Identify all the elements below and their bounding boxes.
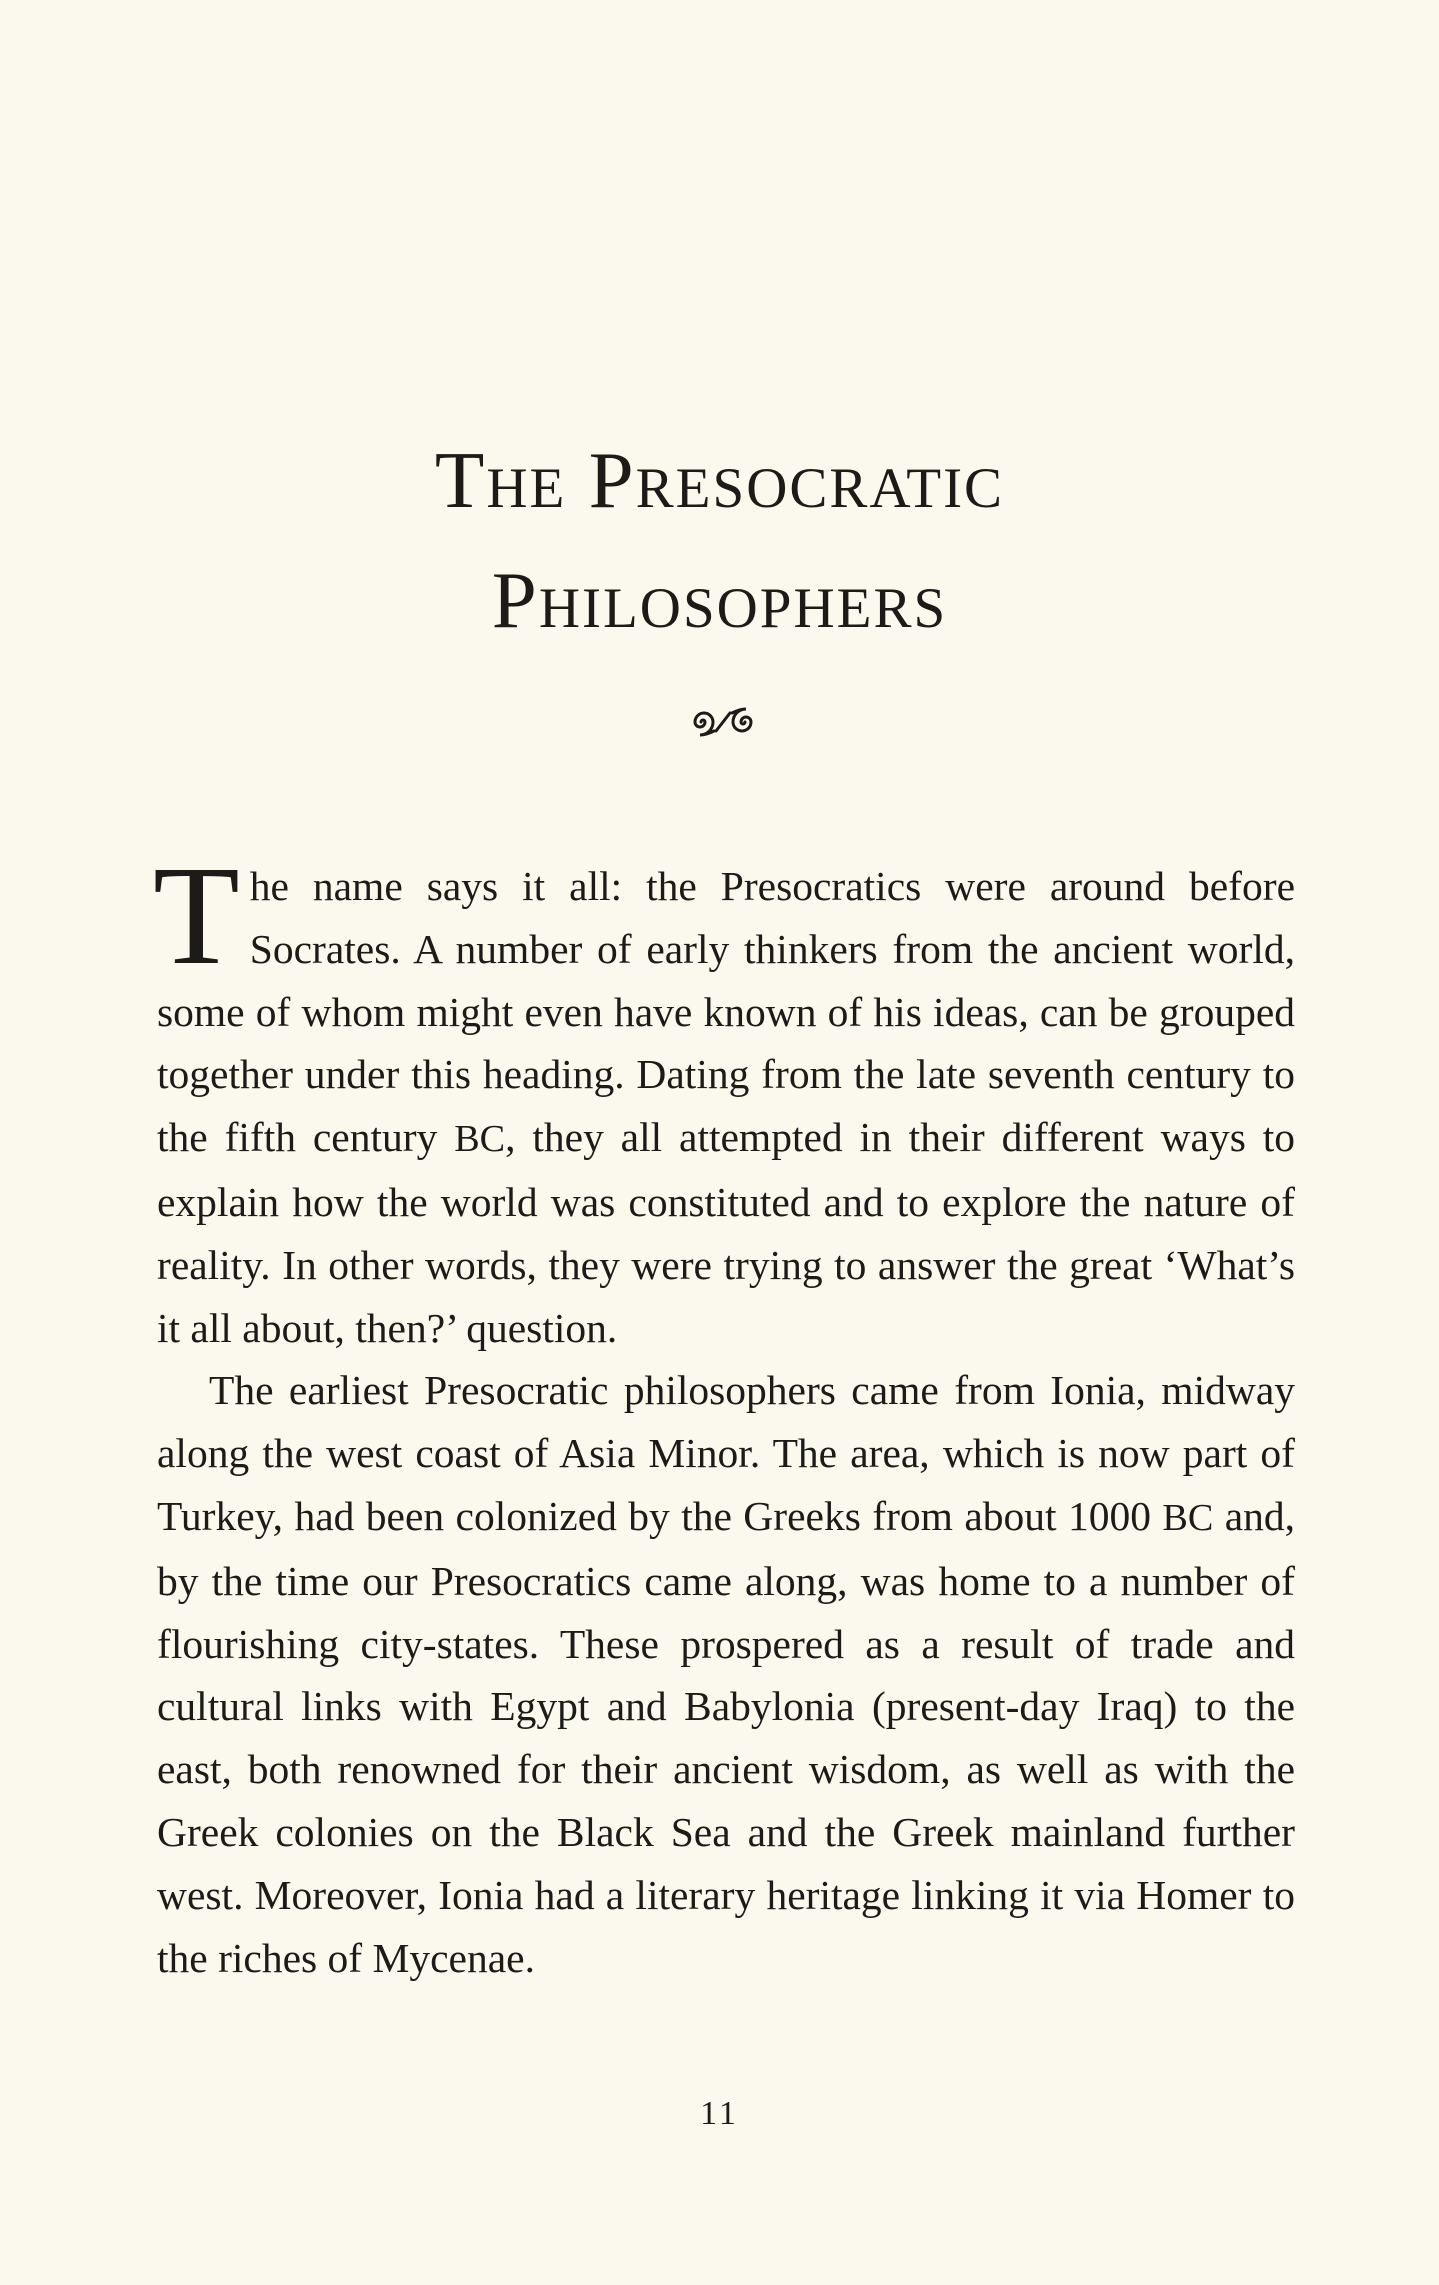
paragraph-2-text-a: The earliest Presocratic philosophers came from Ionia, midway along the west coast of Asia Minor. The area, which is now part of Turkey, had been colonized by the Greeks from about 1000 xyxy=(157,1367,1295,1539)
drop-cap: T xyxy=(153,836,240,994)
paragraph-1-text-a: he name says it all: the Presocratics were around before Socrates. A number of early thinkers from the ancient world, some of whom might even have known of his ideas, can be grouped together under this heading. Dating from the late seventh century to the fifth century xyxy=(157,863,1295,1161)
page-number: 11 xyxy=(700,2095,739,2132)
paragraph-1-text-b: , they all attempted in their different ways to explain how the world was constituted and to explore the nature of reality. In other words, they were trying to answer the great ‘What’s it all about, then?’ question. xyxy=(157,1114,1295,1351)
paragraph-2 xyxy=(157,1359,1295,1989)
chapter-title-line-1: The Presocratic xyxy=(434,435,1005,525)
paragraph-1 xyxy=(153,836,1295,1359)
body-text xyxy=(153,836,1295,1989)
double-spiral-ornament-icon xyxy=(683,700,763,744)
era-abbreviation: BC xyxy=(454,1118,506,1161)
chapter-title-line-2: Philosophers xyxy=(491,555,948,645)
era-abbreviation: BC xyxy=(1162,1496,1214,1539)
paragraph-2-text-b: and, by the time our Presocratics came along, was home to a number of flourishing city-states. These prospered as a result of trade and cultural links with Egypt and Babylonia (present-day Iraq) to the east, both renowned for their ancient wisdom, as well as with the Greek colonies on the Black Sea and the Greek mainland further west. Moreover, Ionia had a literary heritage linking it via Homer to the riches of Mycenae. xyxy=(157,1492,1295,1981)
